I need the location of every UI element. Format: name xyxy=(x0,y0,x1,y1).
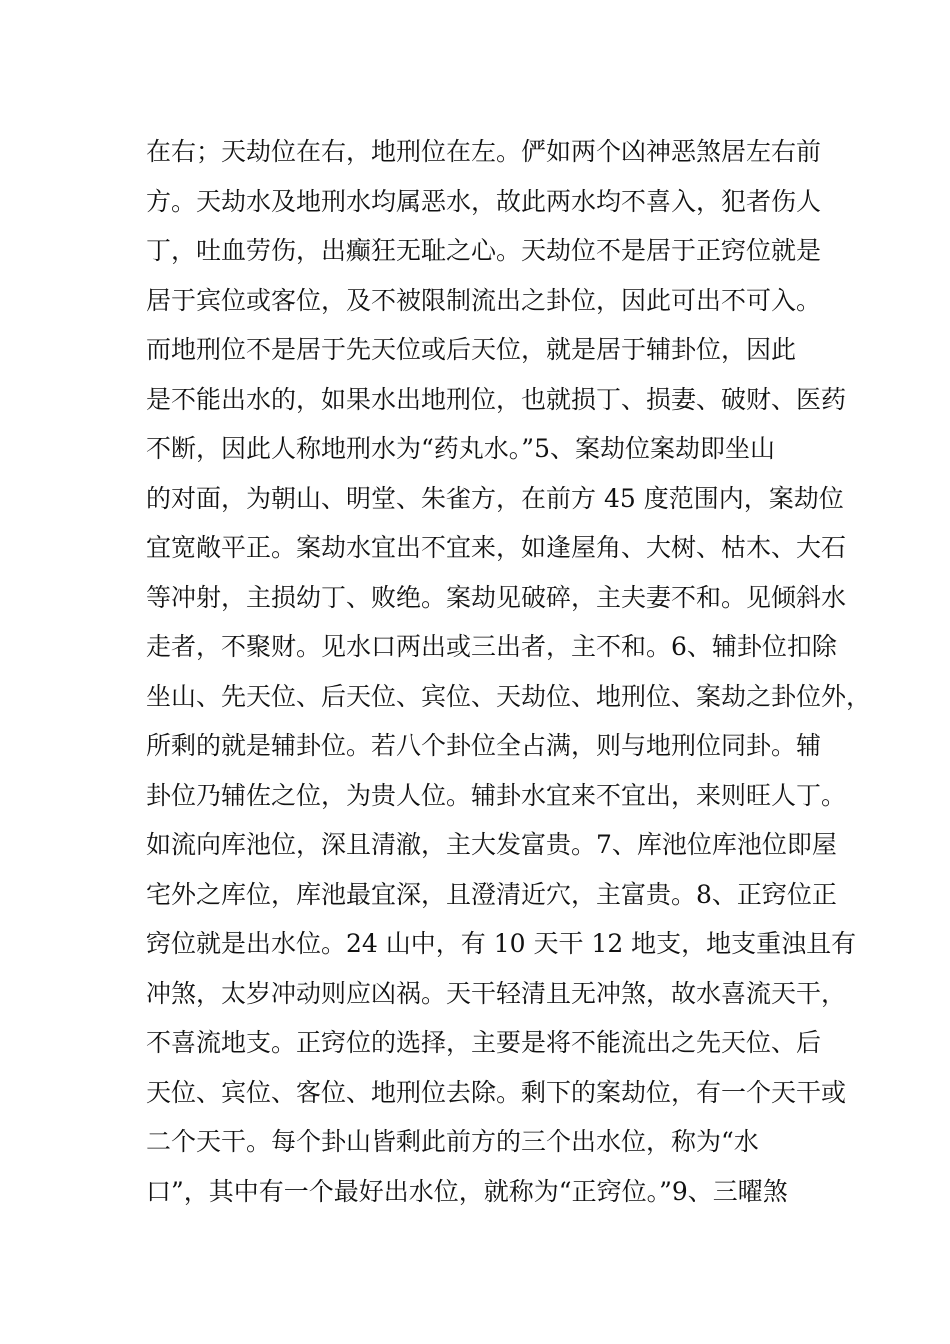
text-line: 卦位乃辅佐之位，为贵人位。辅卦水宜来不宜出，来则旺人丁。 xyxy=(146,780,847,810)
text-line: 不断，因此人称地刑水为“药丸水。”5、案劫位案劫即坐山 xyxy=(146,434,775,463)
text-line: 丁，吐血劳伤，出癫狂无耻之心。天劫位不是居于正窍位就是 xyxy=(146,236,822,265)
text-line: 等冲射，主损幼丁、败绝。案劫见破碎，主夫妻不和。见倾斜水 xyxy=(146,582,847,612)
text-line: 冲煞，太岁冲动则应凶祸。天干轻清且无冲煞，故水喜流天干， xyxy=(146,978,847,1008)
text-line: 宅外之库位，库池最宜深，且澄清近穴，主富贵。8、正窍位正 xyxy=(146,879,837,909)
text-line: 天位、宾位、客位、地刑位去除。剩下的案劫位，有一个天干或 xyxy=(146,1077,847,1107)
text-line: 不喜流地支。正窍位的选择，主要是将不能流出之先天位、后 xyxy=(146,1028,822,1057)
text-line: 坐山、先天位、后天位、宾位、天劫位、地刑位、案劫之卦位外， xyxy=(146,681,872,711)
text-line: 二个天干。每个卦山皆剩此前方的三个出水位，称为“水 xyxy=(146,1127,759,1156)
text-line: 口”，其中有一个最好出水位，就称为“正窍位。”9、三曜煞 xyxy=(146,1176,788,1206)
body-text xyxy=(146,127,872,1216)
text-line: 窍位就是出水位。24 山中，有 10 天干 12 地支，地支重浊且有 xyxy=(146,929,857,958)
text-line: 所剩的就是辅卦位。若八个卦位全占满，则与地刑位同卦。辅 xyxy=(146,731,822,760)
text-line: 宜宽敞平正。案劫水宜出不宜来，如逢屋角、大树、枯木、大石 xyxy=(146,533,847,562)
text-line: 方。天劫水及地刑水均属恶水，故此两水均不喜入，犯者伤人 xyxy=(146,186,822,216)
text-line: 而地刑位不是居于先天位或后天位，就是居于辅卦位，因此 xyxy=(146,335,797,364)
text-line: 居于宾位或客位，及不被限制流出之卦位，因此可出不可入。 xyxy=(146,285,822,315)
text-line: 走者，不聚财。见水口两出或三出者，主不和。6、辅卦位扣除 xyxy=(146,632,837,661)
text-line: 在右；天劫位在右，地刑位在左。俨如两个凶神恶煞居左右前 xyxy=(146,137,822,166)
text-line: 是不能出水的，如果水出地刑位，也就损丁、损妻、破财、医药 xyxy=(146,384,847,414)
text-line: 的对面，为朝山、明堂、朱雀方，在前方 45 度范围内，案劫位 xyxy=(146,483,844,513)
text-line: 如流向库池位，深且清澈，主大发富贵。7、库池位库池位即屋 xyxy=(146,830,837,859)
